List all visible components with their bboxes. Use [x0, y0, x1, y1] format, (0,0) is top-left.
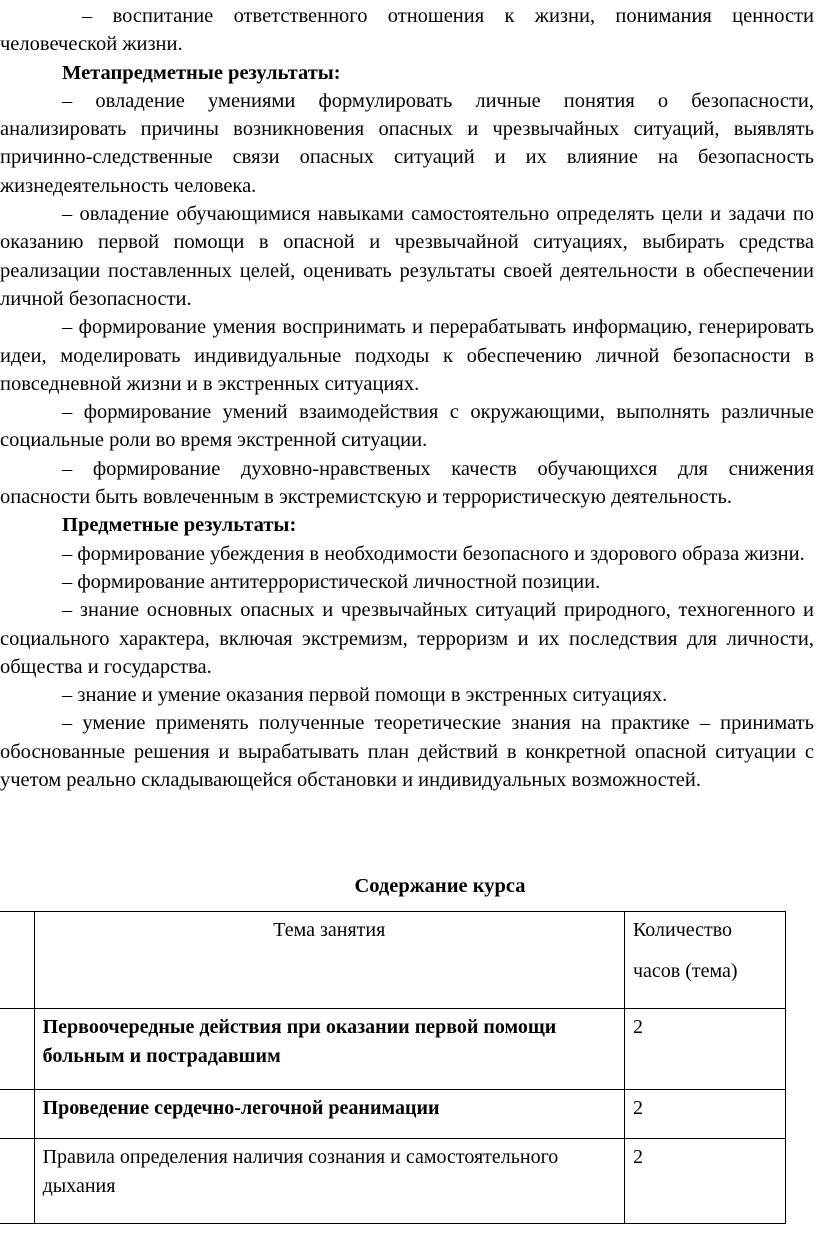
row-topic-cell: Первоочередные действия при оказании первой помощи больным и пострадавшим	[34, 1009, 624, 1090]
header-hours-cell	[624, 912, 785, 1009]
row-number-cell	[0, 1090, 34, 1139]
subject-result-item: – формирование антитеррористической личностной позиции.	[62, 570, 601, 593]
meta-result-item: – формирование умения воспринимать и перерабатывать информацию, генерировать идеи, моделировать индивидуальные подходы к обеспечению личной безопасности в повседневной жизни и в экстренных ситуациях.	[0, 316, 814, 395]
table-row	[0, 1139, 786, 1224]
row-hours-cell: 2	[624, 1090, 785, 1139]
header-hours-line2: часов (тема)	[632, 960, 738, 982]
table-row	[0, 1090, 786, 1139]
header-topic-cell: Тема занятия	[34, 912, 624, 1009]
meta-result-item: – овладение умениями формулировать личные понятия о безопасности, анализировать причины возникновения опасных и чрезвычайных ситуаций, выявлять причинно-следственные связи опасных ситуаций и их влияние на безопасность жизнедеятельность человека.	[0, 89, 814, 197]
row-hours-cell: 2	[624, 1139, 785, 1224]
subject-result-item: – умение применять полученные теоретические знания на практике – принимать обоснованные решения и вырабатывать план действий в конкретной опасной ситуации с учетом реально складывающейся обстановки и индивидуальных возможностей.	[0, 712, 814, 792]
row-hours-cell: 2	[624, 1009, 785, 1090]
course-content-title: Содержание курса	[354, 875, 526, 897]
body-text	[0, 2, 814, 794]
subject-results-heading: Предметные результаты:	[62, 514, 297, 537]
row-number-cell	[0, 1009, 34, 1090]
table-header-row	[0, 912, 786, 1009]
meta-results-heading: Метапредметные результаты:	[62, 61, 341, 84]
paragraph-personal-result: – воспитание ответственного отношения к жизни, понимания ценности человеческой жизни.	[0, 5, 814, 56]
course-table	[0, 911, 786, 1224]
row-number-cell	[0, 1139, 34, 1224]
subject-result-item: – формирование убеждения в необходимости безопасного и здорового образа жизни.	[62, 542, 805, 565]
table-row	[0, 1009, 786, 1090]
header-hours-line1: Количество	[632, 919, 733, 941]
meta-result-item: – формирование умений взаимодействия с окружающими, выполнять различные социальные роли во время экстренной ситуации.	[0, 401, 814, 452]
meta-result-item: – формирование духовно-нравственых качеств обучающихся для снижения опасности быть вовлеченным в экстремистскую и террористическую деятельность.	[0, 457, 814, 509]
row-topic-cell: Проведение сердечно-легочной реанимации	[34, 1090, 624, 1139]
subject-result-item: – знание и умение оказания первой помощи в экстренных ситуациях.	[62, 684, 668, 707]
header-number-cell	[0, 912, 34, 1009]
meta-result-item: – овладение обучающимися навыками самостоятельно определять цели и задачи по оказанию первой помощи в опасной и чрезвычайной ситуациях, выбирать средства реализации поставленных целей, оценивать результаты своей деятельности в обеспечении личной безопасности.	[0, 203, 814, 310]
row-topic-cell: Правила определения наличия сознания и самостоятельного дыхания	[34, 1139, 624, 1224]
subject-result-item: – знание основных опасных и чрезвычайных ситуаций природного, техногенного и социального характера, включая экстремизм, терроризм и их последствия для личности, общества и государства.	[0, 599, 814, 678]
